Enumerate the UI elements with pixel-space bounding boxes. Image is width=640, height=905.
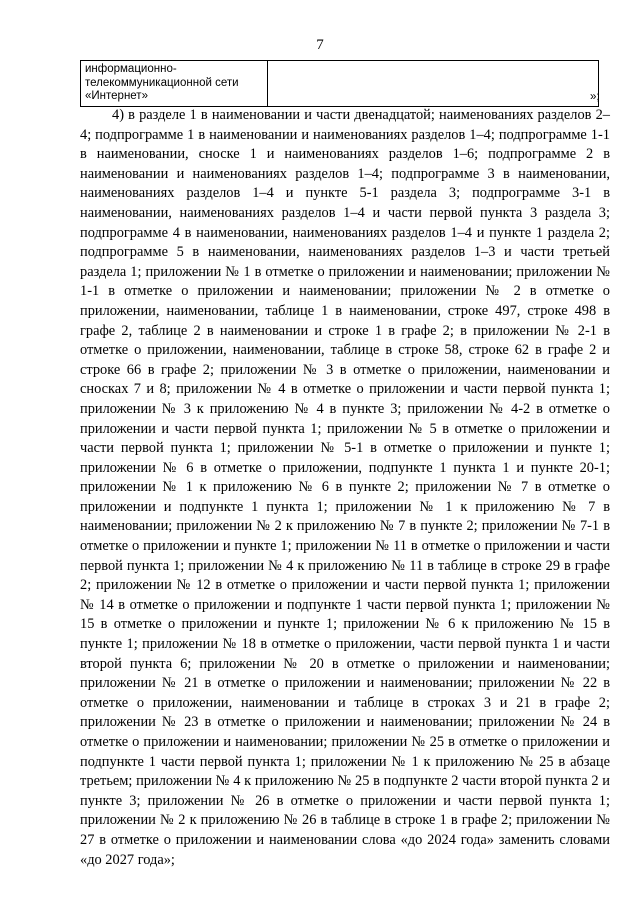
table-row [81, 61, 599, 107]
table-cell-left: информационно-телекоммуникационной сети «Интернет» [81, 61, 268, 107]
table-cell-right [268, 61, 599, 107]
table-closing-quote: »; [590, 91, 600, 103]
paragraph-item-4: 4) в разделе 1 в наименовании и части двенадцатой; наименованиях разделов 2–4; подпрограмме 1 в наименовании и наименованиях разделов 1–4; подпрограмме 1-1 в наименовании, сноске 1 и наименованиях разделов 1–6; подпрограмме 2 в наименовании и наименованиях разделов 1–4; подпрограмме 3 в наименовании, наименованиях разделов 1–4 и пункте 5-1 раздела 3; подпрограмме 3-1 в наименовании, наименованиях разделов 1–4 и части первой пункта 3 раздела 3; подпрограмме 4 в наименовании, наименованиях разделов 1–4 и пункте 1 раздела 2; подпрограмме 5 в наименовании, наименованиях разделов 1–3 и части третьей раздела 1; приложении № 1 в отметке о приложении и наименовании; приложении № 1-1 в отметке о приложении и наименовании; приложении № 2 в отметке о приложении, наименовании, таблице 1 в наименовании, строке 497, строке 498 в графе 2, таблице 2 в наименовании и строке 1 в графе 2; в приложении № 2-1 в отметке о приложении, наименовании, таблице в строке 58, строке 62 в графе 2 и строке 66 в графе 2; приложении № 3 в отметке о приложении, наименовании и сносках 7 и 8; приложении № 4 в отметке о приложении и части первой пункта 1; приложении № 3 к приложению № 4 в пункте 3; приложении № 4-2 в отметке о приложении и части первой пункта 1; приложении № 5 в отметке о приложении и части первой пункта 1; приложении № 5-1 в отметке о приложении и пункте 1; приложении № 6 в отметке о приложении, подпункте 1 пункта 1 и пункте 20-1; приложении № 1 к приложению № 6 в пункте 2; приложении № 7 в отметке о приложении и подпункте 1 пункта 1; приложении № 1 к приложению № 7 в наименовании; приложении № 2 к приложению № 7 в пункте 2; приложении № 7-1 в отметке о приложении и пункте 1; приложении № 11 в отметке о приложении и части первой пункта 1; приложении № 4 к приложению № 11 в таблице в строке 29 в графе 2; приложении № 12 в отметке о приложении и части первой пункта 1; приложении № 14 в отметке о приложении и подпункте 1 части первой пункта 1; приложении № 15 в отметке о приложении и пункте 1; приложении № 6 к приложению № 15 в пункте 1; приложении № 18 в отметке о приложении, части первой пункта 1 и части второй пункта 6; приложении № 20 в отметке о приложении и наименовании; приложении № 21 в отметке о приложении и наименовании; приложении № 22 в отметке о приложении, наименовании и таблице в строках 3 и 21 в графе 2; приложении № 23 в отметке о приложении и наименовании; приложении № 24 в отметке о приложении и наименовании; приложении № 25 в отметке о приложении и подпункте 1 части первой пункта 1; приложении № 1 к приложению № 25 в абзаце третьем; приложении № 4 к приложению № 25 в подпункте 2 части второй пункта 2 и пункте 3; приложении № 26 в отметке о приложении и части первой пункта 1; приложении № 2 к приложению № 26 в таблице в строке 1 в графе 2; приложении № 27 в отметке о приложении и наименовании слова «до 2024 года» заменить словами «до 2027 года»; [80, 107, 610, 868]
amendment-table [80, 60, 610, 107]
page-number: 7 [316, 37, 324, 53]
